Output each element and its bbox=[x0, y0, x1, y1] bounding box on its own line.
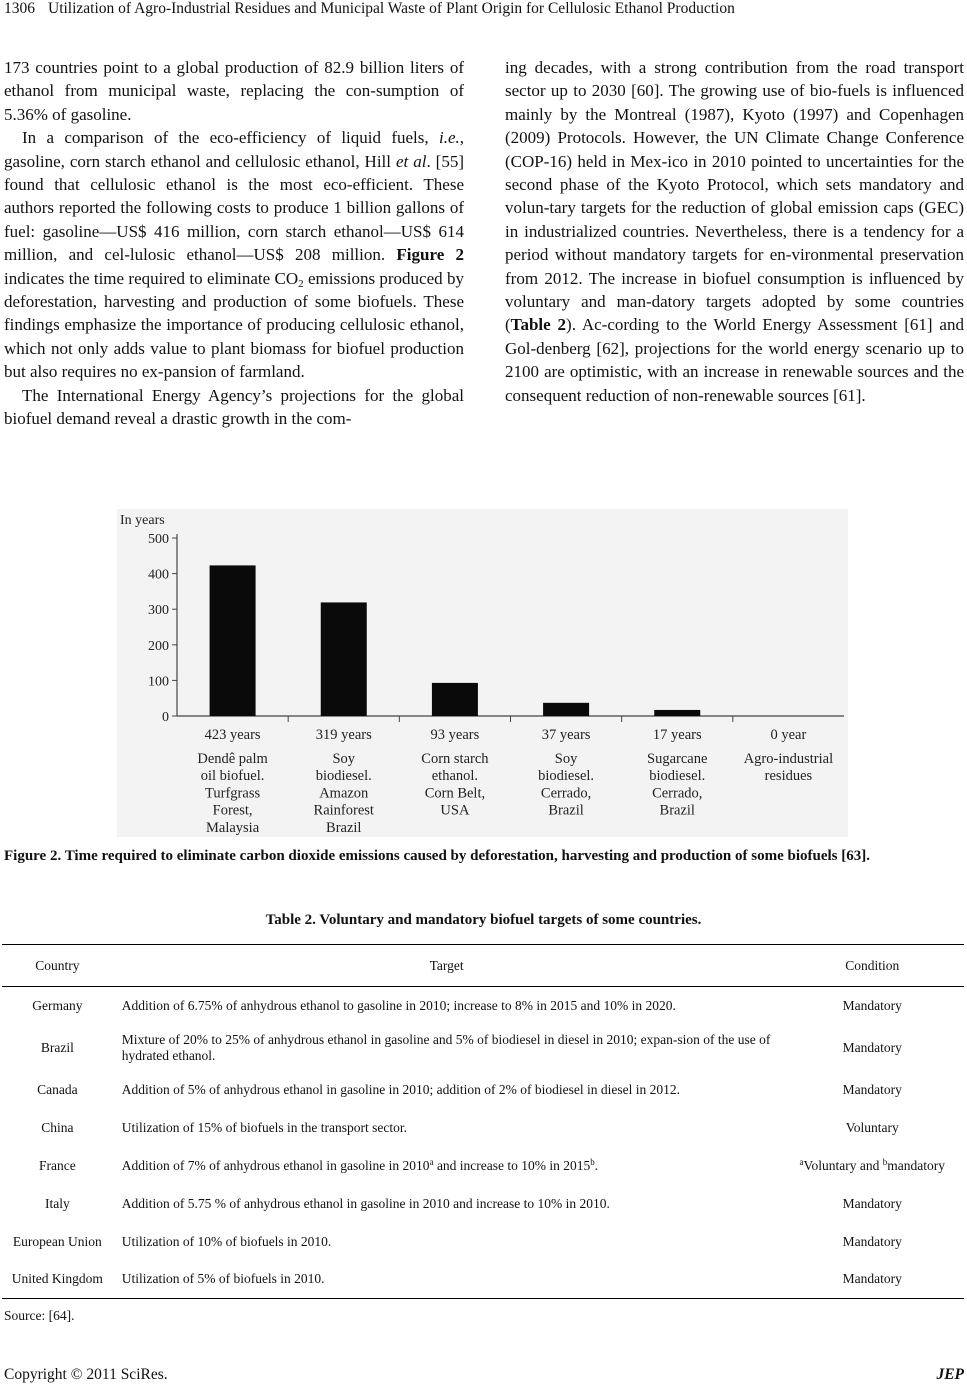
copyright: Copyright © 2011 SciRes. bbox=[4, 1366, 168, 1383]
y-tick-label: 400 bbox=[148, 567, 169, 583]
y-tick-label: 100 bbox=[148, 674, 169, 690]
category-label: Rainforest bbox=[313, 802, 374, 819]
bar bbox=[543, 703, 589, 716]
cell-country: Germany bbox=[32, 997, 83, 1013]
category-label: Soy bbox=[332, 751, 356, 767]
category-label: Brazil bbox=[548, 802, 584, 819]
paragraph: 173 countries point to a global production of 82.9 billion liters of ethanol from municipal waste, replacing the con-sumption of 5.36% of gasoline. bbox=[4, 58, 464, 124]
body-column-right bbox=[505, 56, 964, 407]
paragraph bbox=[505, 56, 964, 407]
table-reference: Table 2 bbox=[510, 315, 567, 335]
y-tick-label: 300 bbox=[148, 603, 169, 619]
cell-target: Addition of 6.75% of anhydrous ethanol to gasoline in 2010; increase to 8% in 2015 and 10% in 2020. bbox=[121, 997, 676, 1013]
category-label: residues bbox=[764, 768, 813, 785]
value-label: 93 years bbox=[430, 727, 480, 743]
cell-condition: Mandatory bbox=[842, 1081, 902, 1097]
category-label: Forest, bbox=[212, 802, 253, 819]
cell-condition bbox=[781, 1147, 965, 1185]
category-label: Corn starch bbox=[421, 751, 489, 767]
table-header-row bbox=[2, 945, 964, 987]
text-run: . bbox=[594, 1157, 599, 1173]
text-run: , gasoline, corn starch ethanol and cellulosic ethanol, Hill bbox=[4, 128, 464, 171]
body-column-left bbox=[4, 56, 464, 431]
table-source: Source: [64]. bbox=[4, 1308, 75, 1323]
cell-condition: Mandatory bbox=[842, 997, 902, 1013]
table-row bbox=[2, 1071, 964, 1109]
text-run: ing decades, with a strong contribution from the road transport sector up to 2030 [60]. The growing use of bio-fuels is influenced mainly by the Montreal (1987), Kyoto (1997) and Copenhagen (2009) Protocols. However, the UN Climate Change Conference (COP-16) held in Mex-ico in 2010 pointed to uncertainties for the second phase of the Kyoto Protocol, which sets mandatory and volun-tary targets for the reduction of global emission caps (GEC) in industrialized countries. Nevertheless, there is a tendency for a period without mandatory targets for en-vironmental preservation from 2012. The increase in biofuel consumption is influenced by voluntary and man-datory targets adopted by some countries ( bbox=[505, 58, 964, 335]
cell-target: Utilization of 15% of biofuels in the transport sector. bbox=[121, 1119, 408, 1135]
y-tick-label: 200 bbox=[148, 638, 169, 654]
text-run: emissions produced by deforestation, harvesting and production of some biofuels. These findings emphasize the importance of producing cellulosic ethanol, which not only adds value to plant biomass for biofuel production but also requires no ex-pansion of farmland. bbox=[4, 268, 464, 382]
category-label: Agro-industrial bbox=[743, 751, 834, 767]
paragraph bbox=[4, 126, 464, 383]
table-row bbox=[2, 1147, 964, 1185]
page-number: 1306 bbox=[4, 0, 35, 17]
cell-country: France bbox=[38, 1157, 76, 1173]
value-label: 37 years bbox=[541, 727, 591, 743]
text-run: and increase to 10% in 2015 bbox=[433, 1157, 591, 1173]
cell-condition: Mandatory bbox=[842, 1039, 902, 1055]
table-row bbox=[2, 1109, 964, 1147]
cell-target: Mixture of 20% to 25% of anhydrous ethanol in gasoline and 5% of biodiesel in diesel in 2010; expan-sion of the use of hydrated ethanol. bbox=[121, 1031, 771, 1063]
bar bbox=[321, 602, 367, 716]
figure-caption: Figure 2. Time required to eliminate carbon dioxide emissions caused by deforestation, harvesting and production of some biofuels [63]. bbox=[4, 848, 871, 864]
superscript: b bbox=[882, 1156, 888, 1167]
text-run: In a comparison of the eco-efficiency of liquid fuels, bbox=[22, 128, 439, 148]
running-header bbox=[4, 0, 964, 22]
category-label: Soy bbox=[554, 751, 578, 767]
bar bbox=[654, 710, 700, 716]
cell-target bbox=[113, 1147, 781, 1185]
paragraph: The International Energy Agency’s projections for the global biofuel demand reveal a drastic growth in the com- bbox=[4, 385, 464, 429]
column-header-target: Target bbox=[113, 945, 781, 987]
category-label: Amazon bbox=[319, 785, 369, 802]
running-title: Utilization of Agro-Industrial Residues and Municipal Waste of Plant Origin for Cellulosic Ethanol Production bbox=[48, 0, 735, 17]
text-run: . [55] found that cellulosic ethanol is the most eco-efficient. These authors reported the following costs to produce 1 billion gallons of fuel: gasoline—US$ 416 million, corn starch ethanol—US$ 614 million, and cel-lulosic ethanol—US$ 208 million. bbox=[4, 151, 464, 265]
y-axis-label: In years bbox=[120, 513, 165, 528]
cell-country: China bbox=[41, 1119, 74, 1135]
bars bbox=[210, 565, 701, 716]
category-label: biodiesel. bbox=[649, 768, 706, 785]
column-header-condition: Condition bbox=[781, 945, 965, 987]
category-label: Turfgrass bbox=[205, 785, 261, 802]
text-run: ). Ac-cording to the World Energy Assessment [61] and Gol-denberg [62], projections for the world energy scenario up to 2100 are optimistic, with an increase in renewable sources and the consequent reduction of non-renewable sources [61]. bbox=[505, 315, 964, 405]
subscript: 2 bbox=[298, 277, 304, 290]
cell-country: Brazil bbox=[40, 1039, 74, 1055]
column-header-country: Country bbox=[2, 945, 113, 987]
cell-country: Italy bbox=[44, 1195, 70, 1211]
cell-target: Addition of 5% of anhydrous ethanol in gasoline in 2010; addition of 2% of biodiesel in diesel in 2012. bbox=[121, 1081, 681, 1097]
text-run: indicates the time required to eliminate CO bbox=[4, 268, 299, 288]
figure-reference: Figure 2 bbox=[396, 245, 464, 265]
value-label: 17 years bbox=[652, 727, 702, 743]
category-label: USA bbox=[440, 802, 470, 819]
cell-condition: Mandatory bbox=[842, 1195, 902, 1211]
table-title: Table 2. Voluntary and mandatory biofuel targets of some countries. bbox=[265, 912, 702, 928]
figure-2 bbox=[117, 509, 848, 837]
category-label: biodiesel. bbox=[538, 768, 595, 785]
superscript: b bbox=[590, 1156, 595, 1167]
table-row bbox=[2, 987, 964, 1025]
table-row bbox=[2, 1223, 964, 1261]
category-label: Cerrado, bbox=[540, 785, 592, 802]
category-label: ethanol. bbox=[431, 768, 479, 785]
category-label: Corn Belt, bbox=[424, 785, 486, 802]
biofuel-targets-table bbox=[2, 944, 964, 1299]
table-row bbox=[2, 1185, 964, 1223]
category-label: oil biofuel. bbox=[200, 768, 265, 785]
bar-chart bbox=[117, 509, 848, 837]
text-run: mandatory bbox=[887, 1157, 945, 1173]
cell-target: Addition of 5.75 % of anhydrous ethanol in gasoline in 2010 and increase to 10% in 2010. bbox=[121, 1195, 610, 1211]
superscript: a bbox=[799, 1156, 804, 1167]
y-tick-label: 500 bbox=[148, 532, 169, 547]
value-label: 423 years bbox=[204, 727, 261, 743]
category-label: Brazil bbox=[326, 819, 362, 836]
cell-country: European Union bbox=[12, 1233, 102, 1249]
journal-abbreviation: JEP bbox=[936, 1366, 964, 1383]
category-label: Brazil bbox=[659, 802, 695, 819]
category-label: Sugarcane bbox=[647, 751, 708, 767]
table-row bbox=[2, 1025, 964, 1071]
cell-target: Utilization of 10% of biofuels in 2010. bbox=[121, 1233, 332, 1249]
bar bbox=[210, 565, 256, 716]
text-run: Voluntary and bbox=[803, 1157, 883, 1173]
category-label: Malaysia bbox=[206, 819, 260, 836]
italic-run: i.e. bbox=[438, 128, 460, 148]
table-row bbox=[2, 1261, 964, 1299]
cell-country: Canada bbox=[37, 1081, 78, 1097]
value-label: 319 years bbox=[315, 727, 372, 743]
category-labels bbox=[197, 727, 833, 836]
cell-condition: Mandatory bbox=[781, 1261, 965, 1299]
cell-country: United Kingdom bbox=[2, 1261, 113, 1299]
y-tick-label: 0 bbox=[162, 710, 169, 725]
cell-condition: Voluntary bbox=[845, 1119, 899, 1135]
category-label: Dendê palm bbox=[197, 751, 268, 767]
cell-target: Utilization of 5% of biofuels in 2010. bbox=[113, 1261, 781, 1299]
page-footer bbox=[4, 1366, 964, 1386]
value-label: 0 year bbox=[770, 727, 807, 743]
italic-run: et al bbox=[395, 151, 427, 171]
category-label: biodiesel. bbox=[315, 768, 372, 785]
cell-condition: Mandatory bbox=[842, 1233, 902, 1249]
bar bbox=[432, 683, 478, 716]
category-label: Cerrado, bbox=[652, 785, 703, 802]
text-run: Addition of 7% of anhydrous ethanol in gasoline in 2010 bbox=[121, 1157, 430, 1173]
superscript: a bbox=[429, 1156, 434, 1167]
